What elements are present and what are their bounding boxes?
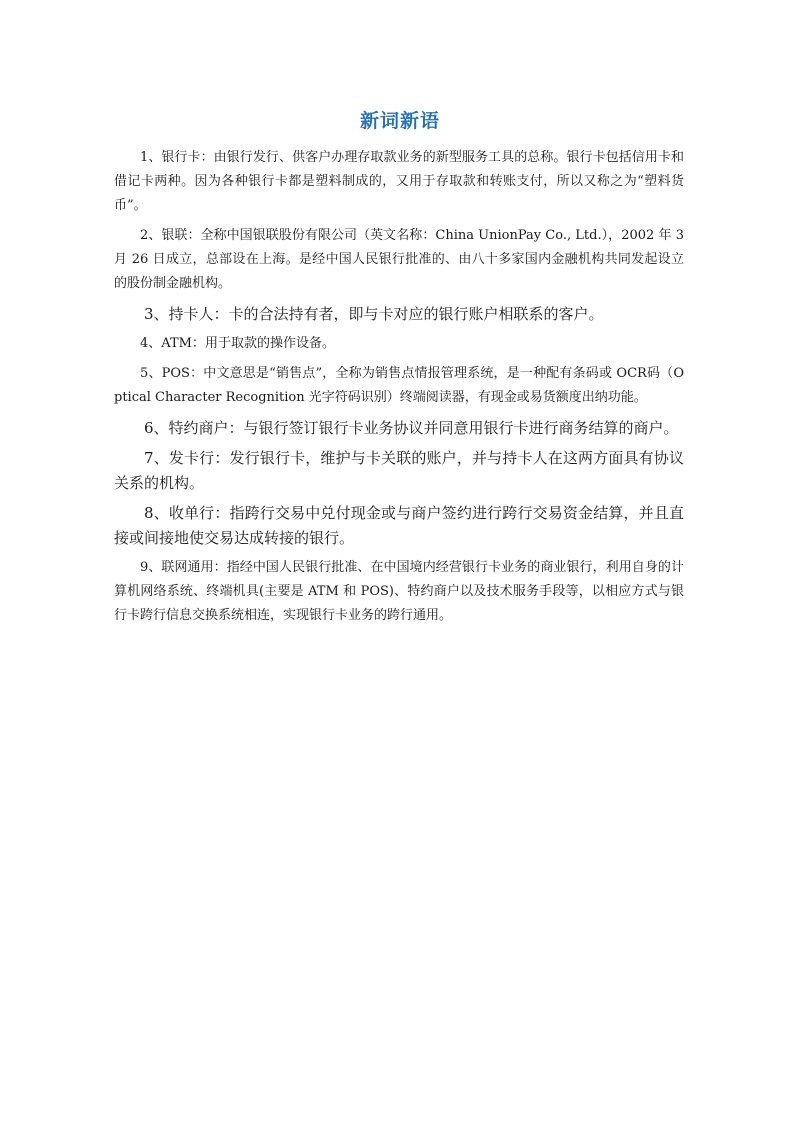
item-term: 9、联网通用： [140,560,227,575]
item-text: 中文意思是“销售点”，全称为销售点情报管理系统，是一种配有条码或 OCR码（Optical Character Recognition 光字符码识别）终端阅读器，有现金或易货额度出纳功能。 [114,366,684,405]
list-item [114,446,684,496]
item-text: 指跨行交易中兑付现金或与商户签约进行跨行交易资金结算，并且直接或间接地使交易达成转接的银行。 [114,504,684,547]
item-text: 发行银行卡，维护与卡关联的账户，并与持卡人在这两方面具有协议关系的机构。 [114,449,684,492]
item-term: 7、发卡行： [144,449,230,467]
item-term: 6、特约商户： [144,419,244,437]
item-text: 指经中国人民银行批准、在中国境内经营银行卡业务的商业银行，利用自身的计算机网络系统、终端机具(主要是 ATM 和 POS)、特约商户以及技术服务手段等，以相应方式与银行卡跨行信息交换系统相连，实现银行卡业务的跨行通用。 [114,560,684,623]
list-item [114,416,684,441]
item-term: 3、持卡人： [144,305,229,323]
list-item [114,362,684,410]
item-text: 全称中国银联股份有限公司（英文名称：China UnionPay Co., Ltd.），2002 年 3 月 26 日成立，总部设在上海。是经中国人民银行批准的、由八十多家国内金融机构共同发起设立的股份制金融机构。 [114,228,684,291]
list-item [114,224,684,296]
item-text: 用于取款的操作设备。 [204,336,335,351]
list-item [114,332,684,356]
item-term: 4、ATM： [140,336,205,351]
list-item [114,302,684,327]
list-item [114,556,684,628]
item-term: 5、POS： [140,366,204,381]
document-title: 新词新语 [359,110,440,132]
item-term: 8、收单行： [144,504,230,522]
list-item [114,501,684,551]
list-item [114,146,684,218]
item-text: 与银行签订银行卡业务协议并同意用银行卡进行商务结算的商户。 [243,419,679,437]
item-term: 1、银行卡： [140,150,214,165]
item-text: 由银行发行、供客户办理存取款业务的新型服务工具的总称。银行卡包括信用卡和借记卡两种。因为各种银行卡都是塑料制成的，又用于存取款和转账支付，所以又称之为“塑料货币”。 [114,150,684,213]
document-body [114,146,684,634]
item-text: 卡的合法持有者，即与卡对应的银行账户相联系的客户。 [228,305,604,323]
item-term: 2、银联： [140,228,201,243]
